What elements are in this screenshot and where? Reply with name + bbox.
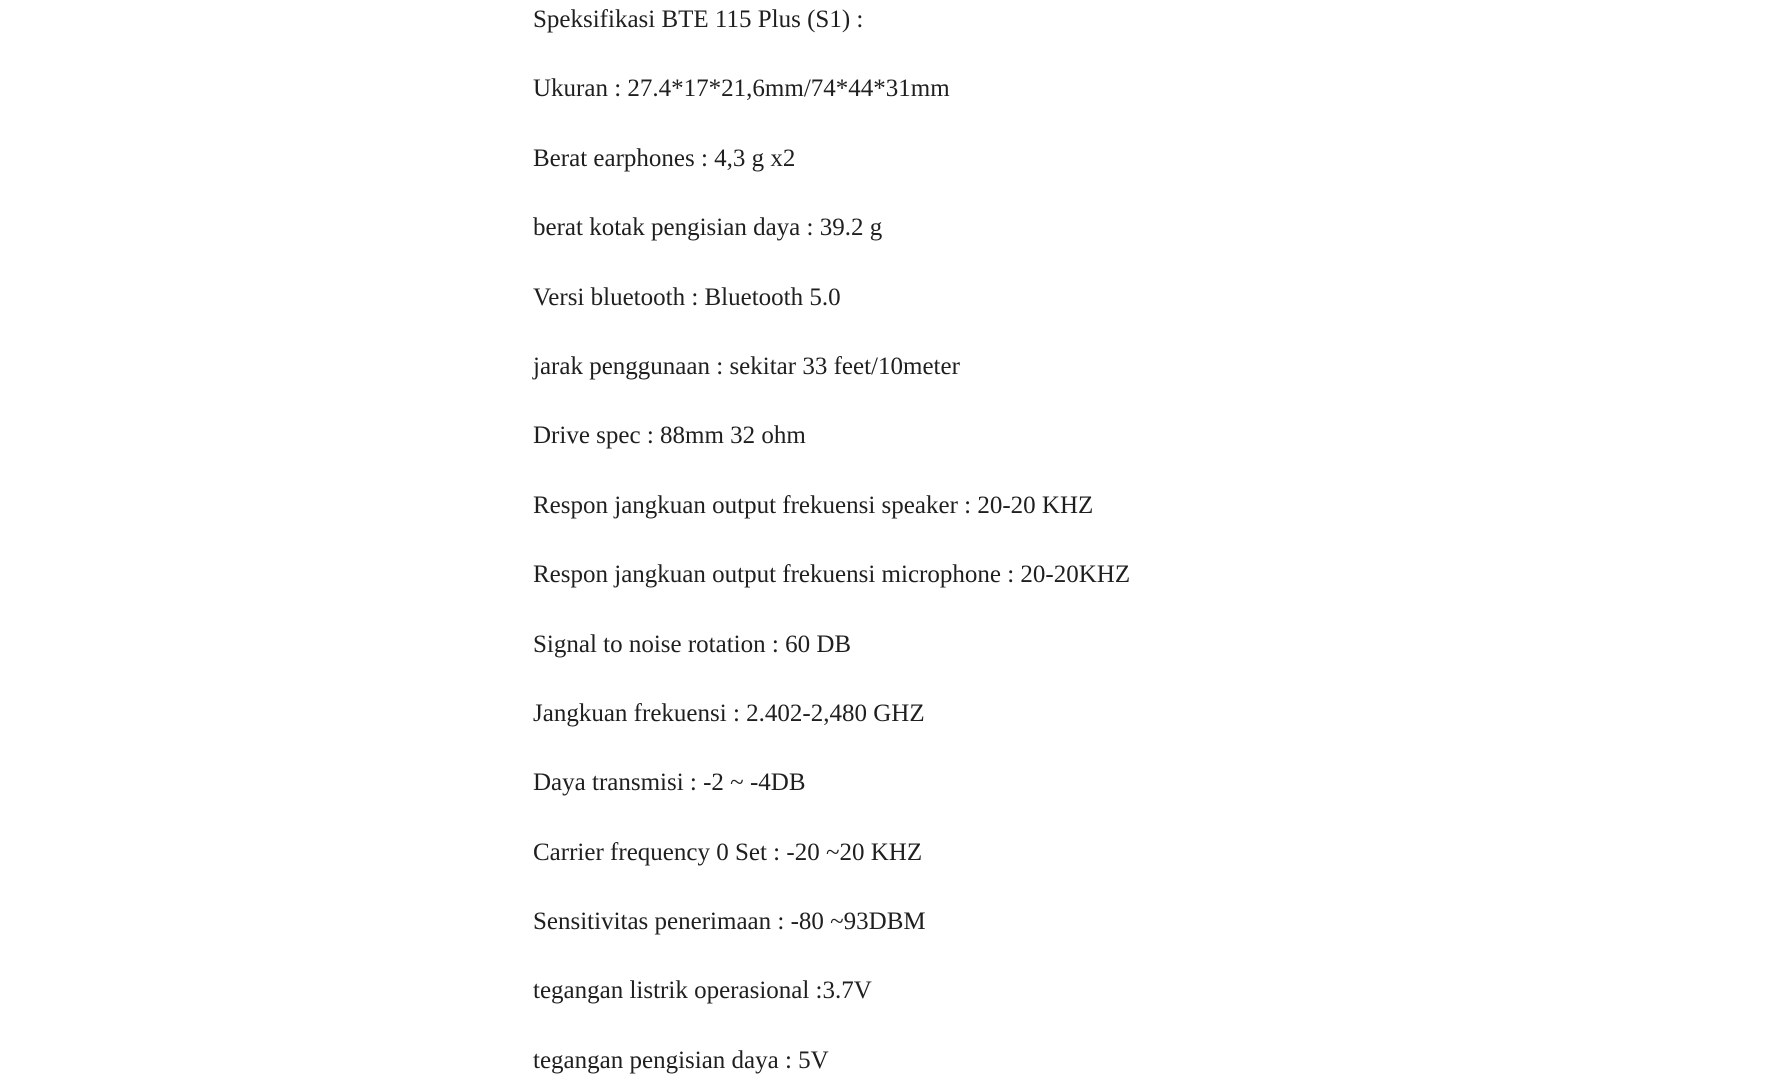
spec-bluetooth-version: Versi bluetooth : Bluetooth 5.0 — [533, 283, 841, 311]
spec-driver: Drive spec : 88mm 32 ohm — [533, 422, 806, 450]
spec-frequency-range: Jangkuan frekuensi : 2.402-2,480 GHZ — [533, 699, 925, 727]
spec-transmit-power: Daya transmisi : -2 ~ -4DB — [533, 769, 806, 797]
spec-carrier-frequency: Carrier frequency 0 Set : -20 ~20 KHZ — [533, 838, 923, 866]
spec-signal-to-noise: Signal to noise rotation : 60 DB — [533, 630, 852, 658]
spec-title: Speksifikasi BTE 115 Plus (S1) : — [533, 6, 864, 33]
spec-size: Ukuran : 27.4*17*21,6mm/74*44*31mm — [533, 75, 950, 103]
spec-receive-sensitivity: Sensitivitas penerimaan : -80 ~93DBM — [533, 908, 926, 936]
spec-earphone-weight: Berat earphones : 4,3 g x2 — [533, 144, 796, 172]
spec-speaker-response: Respon jangkuan output frekuensi speaker : 20-20 KHZ — [533, 491, 1094, 519]
spec-operating-voltage: tegangan listrik operasional :3.7V — [533, 977, 872, 1005]
specification-list — [533, 0, 1130, 1081]
spec-range: jarak penggunaan : sekitar 33 feet/10meter — [533, 352, 960, 380]
spec-case-weight: berat kotak pengisian daya : 39.2 g — [533, 214, 883, 242]
spec-charging-voltage: tegangan pengisian daya : 5V — [533, 1046, 829, 1074]
spec-microphone-response: Respon jangkuan output frekuensi microphone : 20-20KHZ — [533, 561, 1131, 589]
